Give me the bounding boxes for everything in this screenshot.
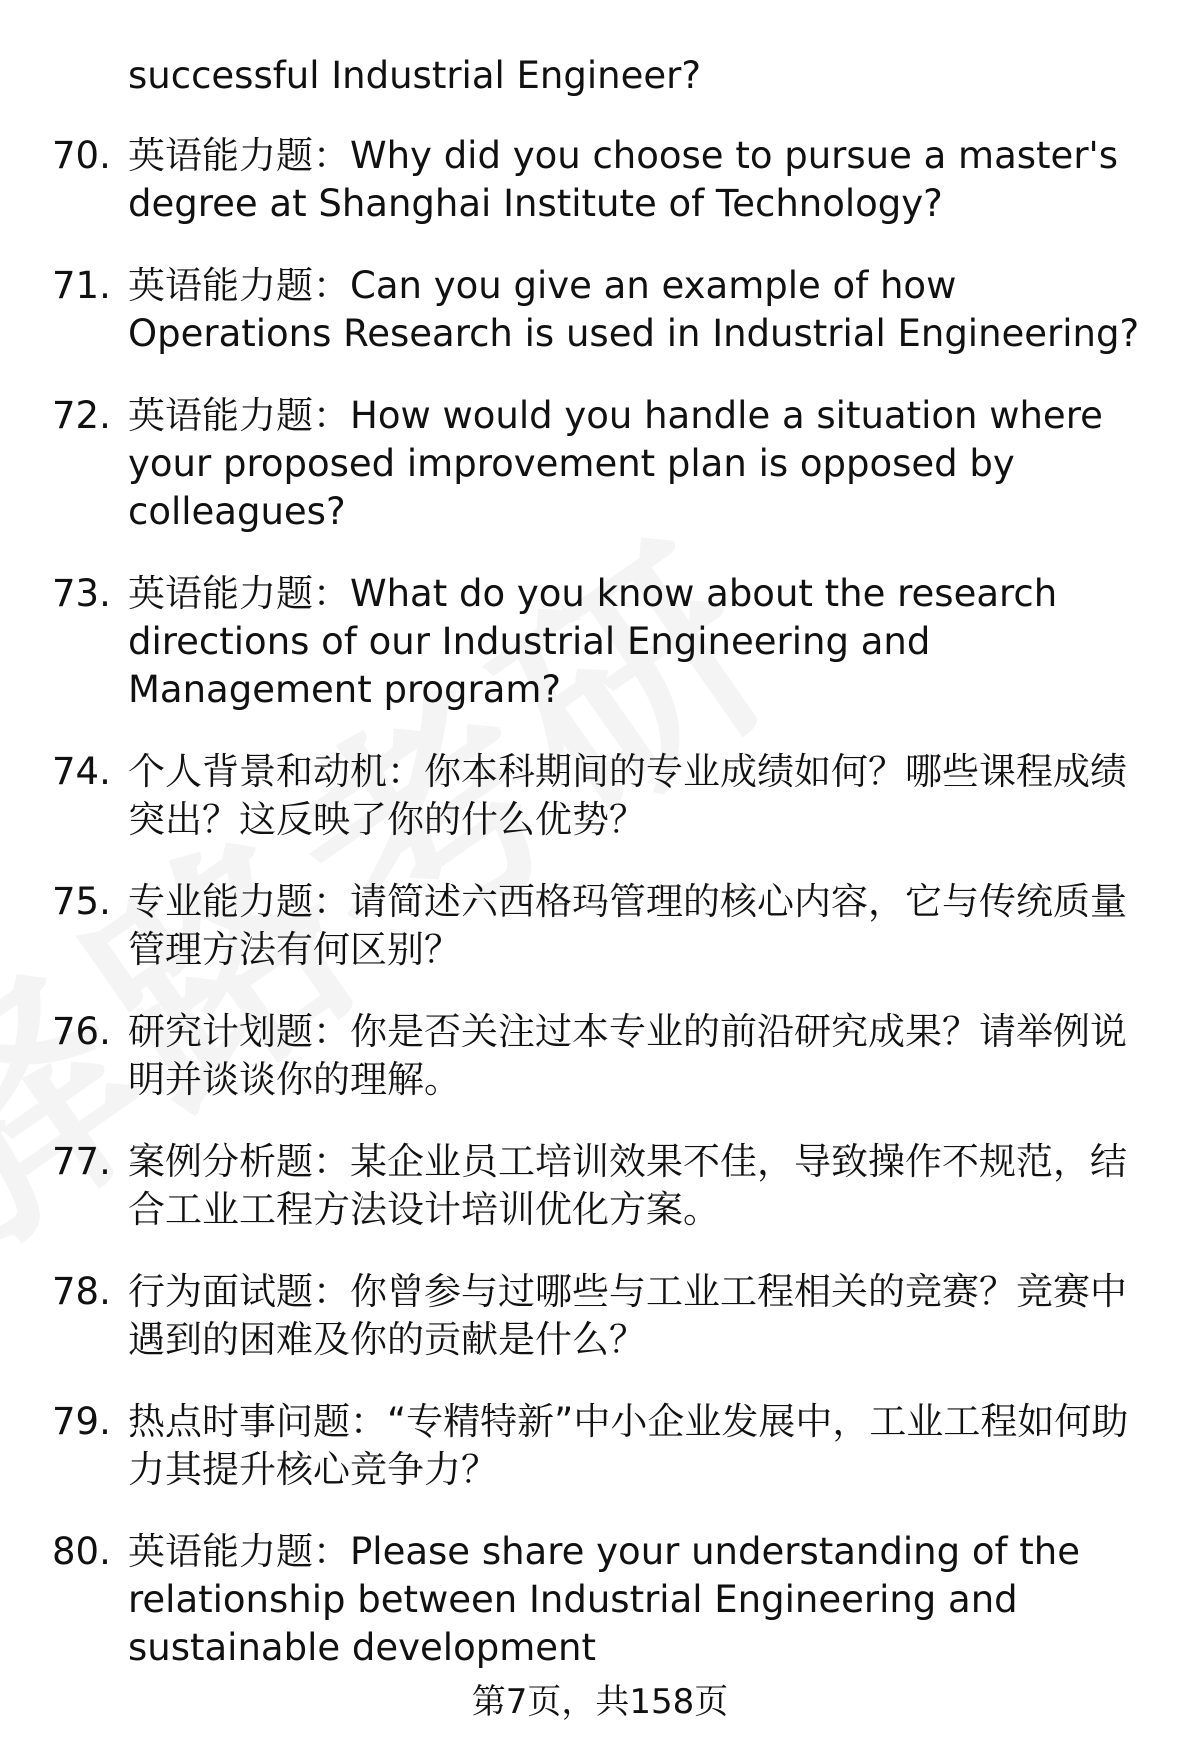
question-text: 行为面试题：你曾参与过哪些与工业工程相关的竞赛？竞赛中遇到的困难及你的贡献是什么？ [128, 1270, 1127, 1361]
question-item [0, 570, 1148, 714]
question-number: 72. [52, 394, 111, 437]
question-text: 专业能力题：请简述六西格玛管理的核心内容，它与传统质量管理方法有何区别？ [128, 880, 1127, 971]
question-text: 英语能力题：How would you handle a situation where your proposed improvement plan is opposed by colleagues? [128, 394, 1103, 533]
question-text: 英语能力题：Please share your understanding of the relationship between Industrial Engineering and sustainable development [128, 1530, 1080, 1669]
question-number: 73. [52, 572, 111, 615]
question-item [0, 1268, 1148, 1364]
question-number: 77. [52, 1140, 111, 1183]
continued-question-text: successful Industrial Engineer? [128, 54, 701, 97]
question-item [0, 1008, 1148, 1104]
question-list [0, 132, 1200, 1672]
question-number: 74. [52, 750, 111, 793]
question-number: 78. [52, 1270, 111, 1313]
page-number-footer: 第7页，共158页 [471, 1682, 729, 1722]
question-content [0, 52, 1200, 1706]
question-text: 英语能力题：What do you know about the research directions of our Industrial Engineering and Management program? [128, 572, 1058, 711]
question-number: 79. [52, 1400, 111, 1443]
question-text: 英语能力题：Why did you choose to pursue a master's degree at Shanghai Institute of Technology? [128, 134, 1118, 225]
question-item [0, 1138, 1148, 1234]
question-text: 英语能力题：Can you give an example of how Operations Research is used in Industrial Engineering? [128, 264, 1140, 355]
question-number: 76. [52, 1010, 111, 1053]
question-item [0, 748, 1148, 844]
question-text: 案例分析题：某企业员工培训效果不佳，导致操作不规范，结合工业工程方法设计培训优化方案。 [128, 1140, 1127, 1231]
question-item [0, 392, 1148, 536]
question-item [0, 878, 1148, 974]
question-item [0, 132, 1148, 228]
question-number: 80. [52, 1530, 111, 1573]
question-text: 个人背景和动机：你本科期间的专业成绩如何？哪些课程成绩突出？这反映了你的什么优势？ [128, 750, 1127, 841]
question-item [0, 1398, 1148, 1494]
question-number: 71. [52, 264, 111, 307]
question-number: 75. [52, 880, 111, 923]
question-text: 研究计划题：你是否关注过本专业的前沿研究成果？请举例说明并谈谈你的理解。 [128, 1010, 1127, 1101]
question-number: 70. [52, 134, 111, 177]
question-text: 热点时事问题：“专精特新”中小企业发展中，工业工程如何助力其提升核心竞争力？ [128, 1400, 1129, 1491]
question-item [0, 262, 1148, 358]
question-item [0, 1528, 1148, 1672]
